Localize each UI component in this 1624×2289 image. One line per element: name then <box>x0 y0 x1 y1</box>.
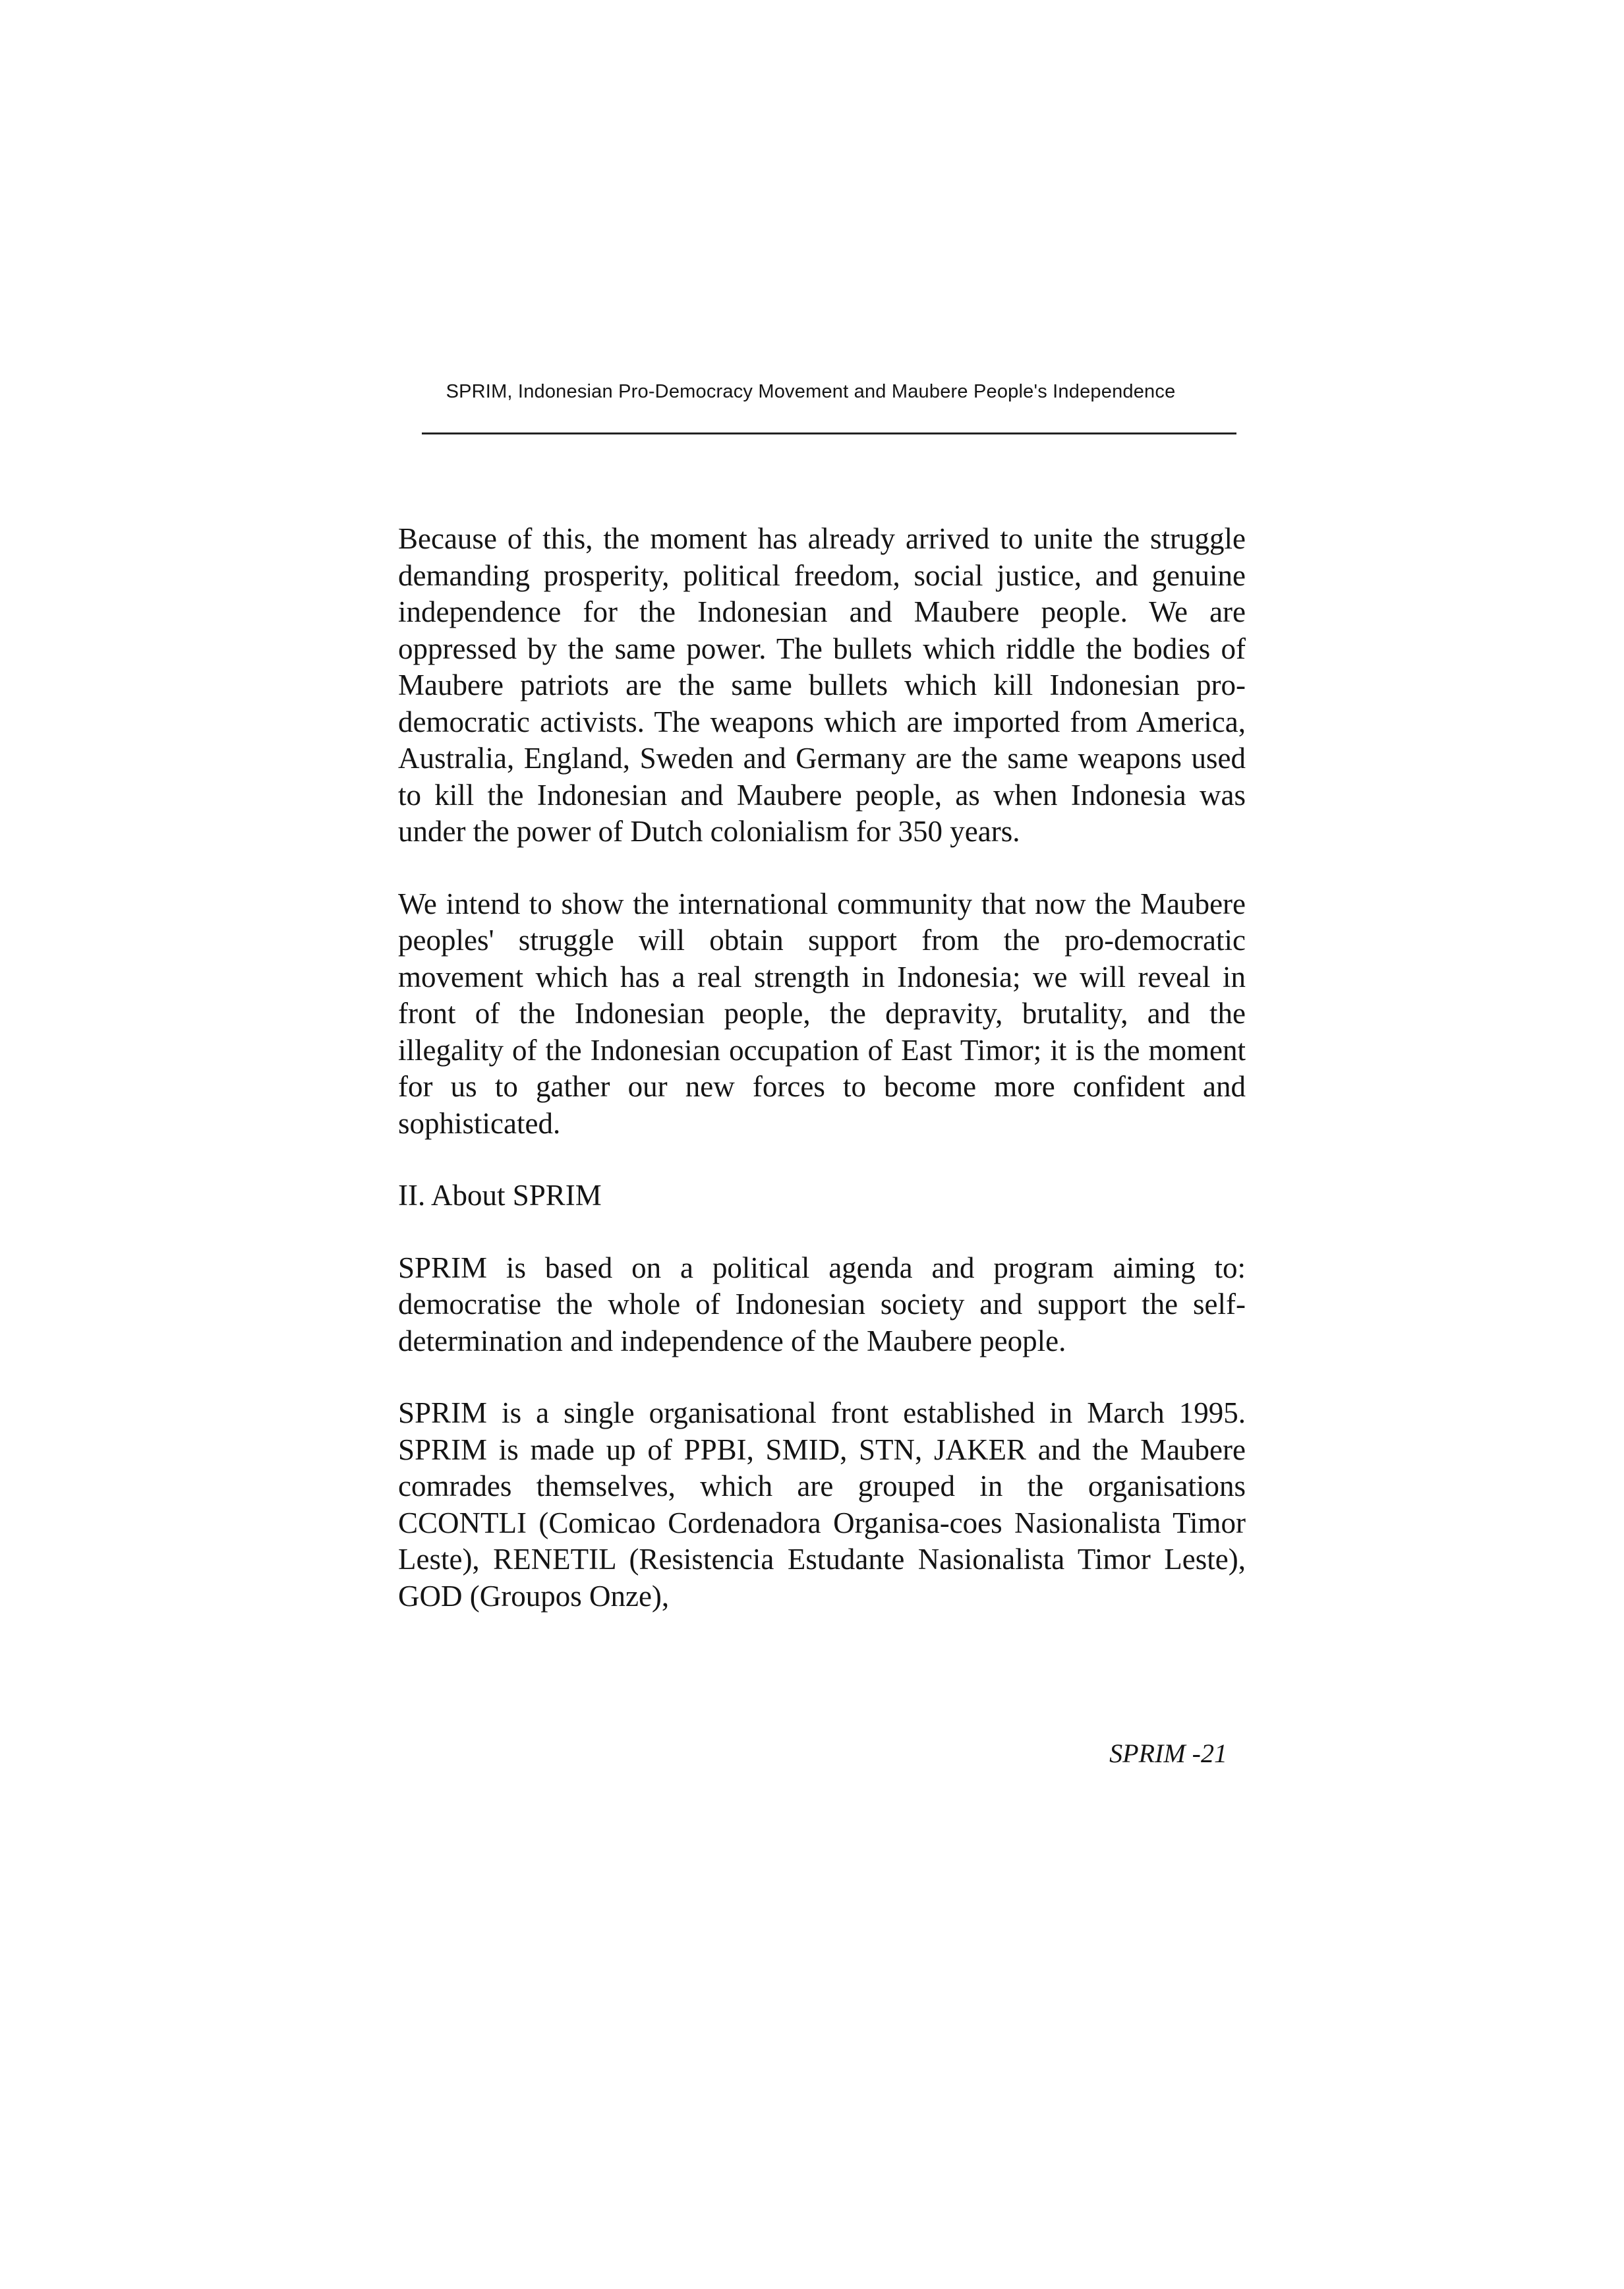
paragraph-political-agenda: SPRIM is based on a political agenda and program aiming to: democratise the whole of Indonesian society and support the self-determination and independence of the Maubere people. <box>398 1251 1246 1357</box>
running-header: SPRIM, Indonesian Pro-Democracy Movement and Maubere People's Independence <box>446 381 1176 402</box>
section-heading: II. About SPRIM <box>398 1179 602 1212</box>
paragraph-organisational-front: SPRIM is a single organisational front established in March 1995. SPRIM is made up of PPBI, SMID, STN, JAKER and the Maubere comrades themselves, which are grouped in the organisations CCONTLI (Comicao Cordenadora Organisa-coes Nasionalista Timor Leste), RENETIL (Resistencia Estudante Nasionalista Timor Leste), GOD (Groupos Onze), <box>398 1396 1246 1613</box>
page-number: SPRIM -21 <box>1109 1739 1227 1768</box>
paragraph-international-community: We intend to show the international community that now the Maubere peoples' struggle will obtain support from the pro-democratic movement which has a real strength in Indonesia; we will reveal in front of the Indonesian people, the depravity, brutality, and the illegality of the Indonesian occupation of East Timor; it is the moment for us to gather our new forces to become more confident and sophisticated. <box>398 887 1246 1140</box>
body-text <box>398 521 1246 1650</box>
paragraph-unite-struggle: Because of this, the moment has already arrived to unite the struggle demanding prosperity, political freedom, social justice, and genuine independence for the Indonesian and Maubere people. We are oppressed by the same power. The bullets which riddle the bodies of Maubere patriots are the same bullets which kill Indonesian pro-democratic activists. The weapons which are imported from America, Australia, England, Sweden and Germany are the same weapons used to kill the Indonesian and Maubere people, as when Indonesia was under the power of Dutch colonialism for 350 years. <box>398 522 1246 848</box>
header-divider <box>422 432 1236 434</box>
